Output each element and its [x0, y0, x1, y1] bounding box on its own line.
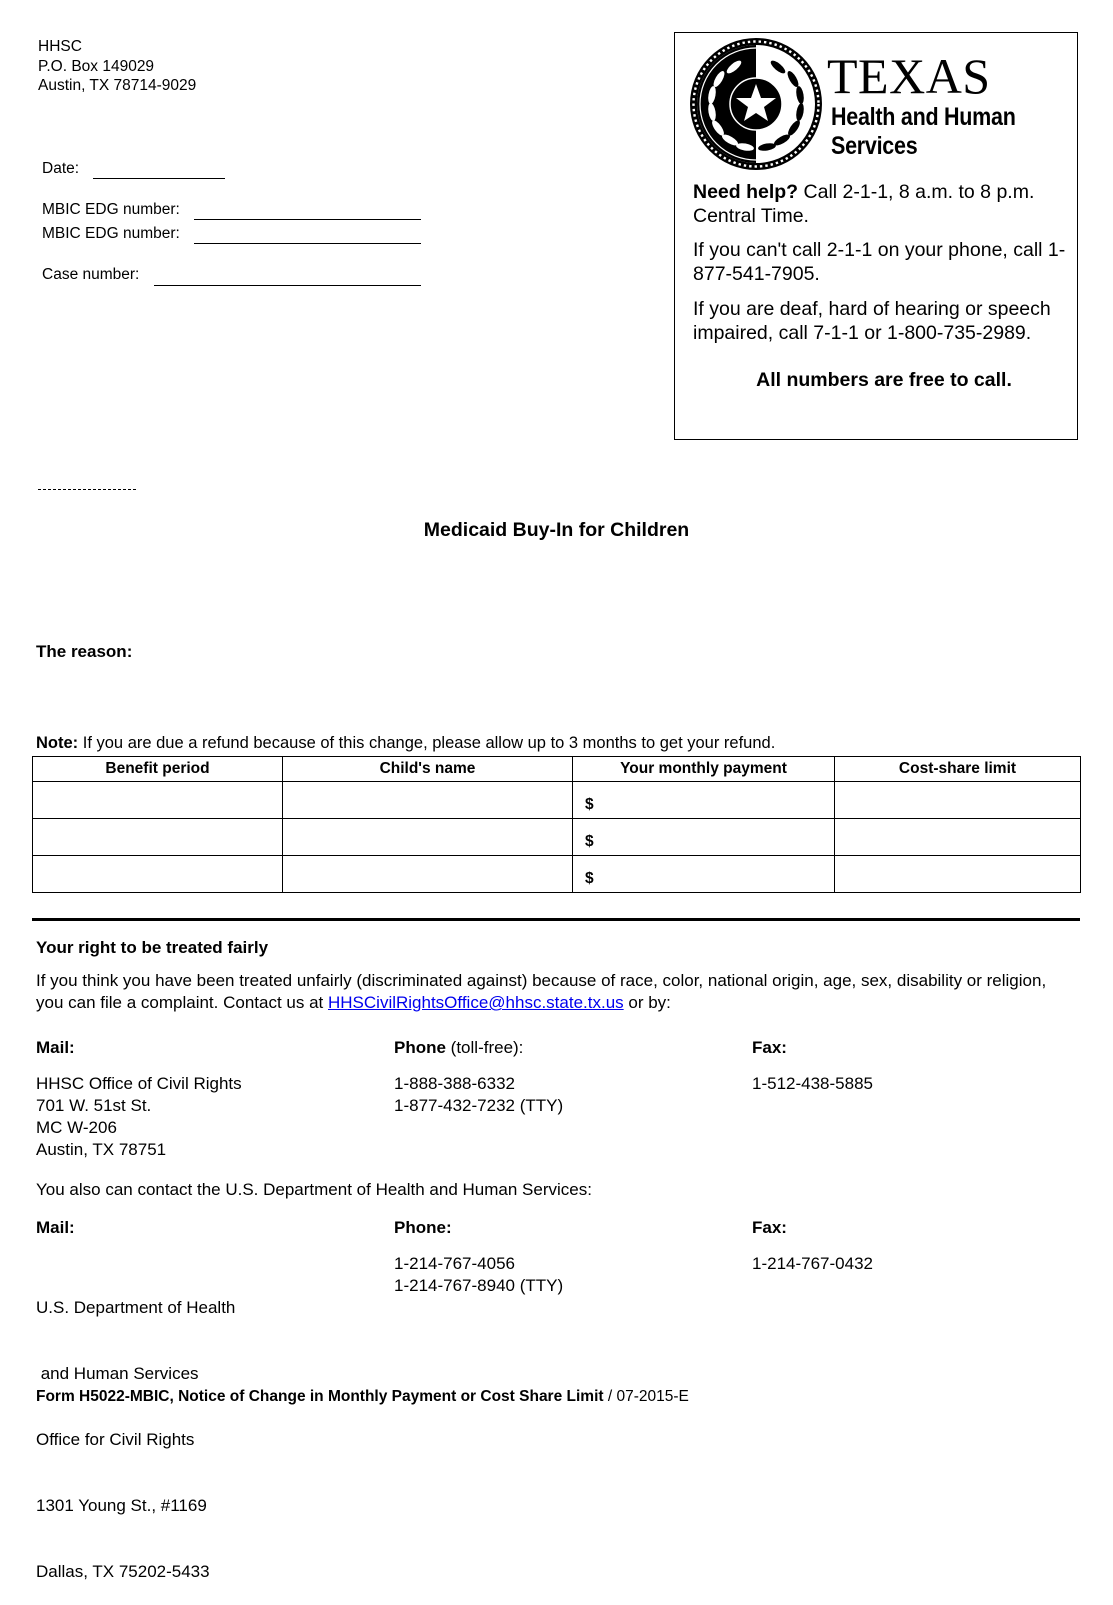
return-address-line: P.O. Box 149029	[38, 57, 155, 75]
header-childs-name: Child's name	[283, 757, 573, 782]
civil-rights-email-link[interactable]: HHSCivilRightsOffice@hhsc.state.tx.us	[328, 993, 624, 1012]
divider	[38, 489, 136, 490]
benefits-table	[32, 756, 1081, 893]
monthly-payment-cell[interactable]	[573, 819, 835, 856]
date-label: Date:	[42, 160, 80, 177]
logo-texas: TEXAS	[827, 48, 991, 104]
return-address-line: Austin, TX 78714-9029	[38, 77, 197, 94]
need-help-text: Need help? Call 2-1-1, 8 a.m. to 8 p.m. Central Time.	[693, 181, 1035, 227]
currency-symbol: $	[585, 870, 594, 887]
monthly-payment-cell[interactable]	[573, 782, 835, 819]
table-row	[33, 856, 1081, 893]
header-monthly-payment: Your monthly payment	[573, 757, 835, 782]
hhs-mail-label: Mail:	[36, 1218, 75, 1237]
hhsc-fax-number: 1-512-438-5885	[752, 1074, 873, 1093]
table-row	[33, 782, 1081, 819]
hhs-phone-label: Phone:	[394, 1218, 452, 1237]
also-contact-text: You also can contact the U.S. Department of Health and Human Services:	[36, 1180, 592, 1199]
cant-call-text: If you can't call 2-1-1 on your phone, call 1-877-541-7905.	[693, 239, 1066, 285]
hhs-mail-address: U.S. Department of Health and Human Services Office for Civil Rights 1301 Young St., #1169 Dallas, TX 75202-5433	[36, 1298, 236, 1581]
mbic-edg-number-field-2[interactable]	[194, 243, 421, 244]
mbic-edg-number-field[interactable]	[194, 219, 421, 220]
reason-label: The reason:	[36, 642, 133, 661]
mbic-edg-number-label-2: MBIC EDG number:	[42, 225, 180, 242]
currency-symbol: $	[585, 796, 594, 813]
header-cost-share-limit: Cost-share limit	[835, 757, 1081, 782]
cost-share-cell[interactable]	[835, 819, 1081, 856]
mbic-edg-number-label: MBIC EDG number:	[42, 201, 180, 218]
header-benefit-period: Benefit period	[33, 757, 283, 782]
page-title: Medicaid Buy-In for Children	[423, 519, 690, 541]
logo-agency-name: Health and Human Services	[831, 103, 1016, 160]
case-number-label: Case number:	[42, 266, 140, 283]
cost-share-cell[interactable]	[835, 856, 1081, 893]
benefit-period-cell[interactable]	[33, 856, 283, 893]
benefit-period-cell[interactable]	[33, 819, 283, 856]
section-divider	[32, 918, 1080, 921]
date-field[interactable]	[93, 178, 225, 179]
benefit-period-cell[interactable]	[33, 782, 283, 819]
deaf-text: If you are deaf, hard of hearing or speech impaired, call 7-1-1 or 1-800-735-2989.	[693, 298, 1051, 344]
table-header-row	[33, 757, 1081, 782]
child-name-cell[interactable]	[283, 819, 573, 856]
child-name-cell[interactable]	[283, 782, 573, 819]
help-box	[674, 32, 1078, 440]
hhsc-phone-numbers: 1-888-388-6332 1-877-432-7232 (TTY)	[394, 1074, 564, 1115]
free-call-text: All numbers are free to call.	[756, 369, 1012, 391]
form-footer: Form H5022-MBIC, Notice of Change in Monthly Payment or Cost Share Limit / 07-2015-E	[36, 1388, 689, 1405]
hhsc-mail-label: Mail:	[36, 1038, 75, 1057]
monthly-payment-cell[interactable]	[573, 856, 835, 893]
hhsc-mail-address: HHSC Office of Civil Rights 701 W. 51st St. MC W-206 Austin, TX 78751	[36, 1074, 242, 1159]
rights-paragraph: If you think you have been treated unfairly (discriminated against) because of race, color, national origin, age, sex, disability or religion, you can file a complaint. Contact us at HHSCivilRightsOffice@hhsc.state.tx.us or by:	[36, 971, 1047, 1012]
cost-share-cell[interactable]	[835, 782, 1081, 819]
child-name-cell[interactable]	[283, 856, 573, 893]
texas-state-seal-icon	[689, 37, 823, 171]
hhs-fax-label: Fax:	[752, 1218, 787, 1237]
hhs-fax-number: 1-214-767-0432	[752, 1254, 873, 1273]
hhsc-fax-label: Fax:	[752, 1038, 787, 1057]
return-address-line: HHSC	[38, 38, 82, 55]
table-row	[33, 819, 1081, 856]
currency-symbol: $	[585, 833, 594, 850]
return-address	[38, 37, 196, 96]
hhsc-phone-label: Phone (toll-free):	[394, 1038, 524, 1057]
refund-note: Note: If you are due a refund because of this change, please allow up to 3 months to get your refund.	[36, 734, 776, 752]
case-number-field[interactable]	[154, 285, 421, 286]
hhs-phone-numbers: 1-214-767-4056 1-214-767-8940 (TTY)	[394, 1254, 564, 1295]
rights-heading: Your right to be treated fairly	[36, 938, 269, 957]
